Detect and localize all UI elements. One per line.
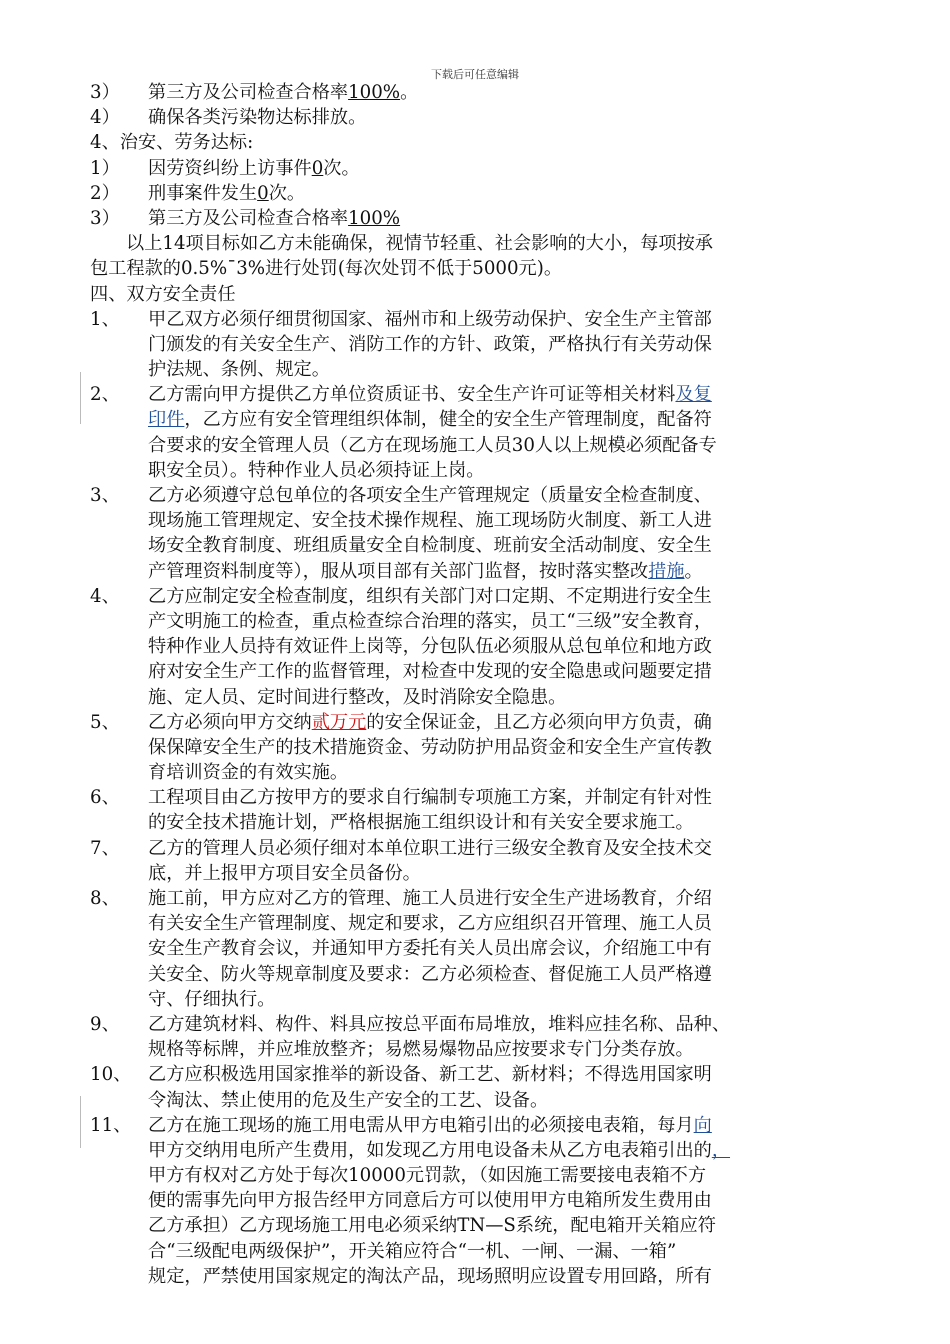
clause-line: 规定，严禁使用国家规定的淘汰产品，现场照明应设置专用回路，所有 <box>148 1265 712 1287</box>
summary-paragraph: 包工程款的0.5%¯3%进行处罚(每次处罚不低于5000元)。 <box>90 258 563 280</box>
clause-line: 印件，乙方应有安全管理组织体制，健全的安全生产管理制度，配备符 <box>148 409 712 431</box>
clause-item: 4、 乙方应制定安全检查制度，组织有关部门对口定期、不定期进行安全生 <box>90 585 712 607</box>
clause-item: 11、 乙方在施工现场的施工用电需从甲方电箱引出的必须接电表箱，每月向 <box>90 1114 712 1136</box>
clause-line: 护法规、条例、规定。 <box>148 359 330 381</box>
clause-item: 5、 乙方必须向甲方交纳贰万元的安全保证金，且乙方必须向甲方负责，确 <box>90 711 712 733</box>
document-body <box>90 80 875 1289</box>
list-item: 3） 第三方及公司检查合格率100% <box>90 207 401 229</box>
clause-line: 职安全员）。特种作业人员必须持证上岗。 <box>148 459 485 481</box>
page-header: 下载后可任意编辑 <box>431 68 519 81</box>
clause-line: 底，并上报甲方项目安全员备份。 <box>148 862 421 884</box>
hyperlink[interactable]: 印件 <box>148 409 185 431</box>
clause-item: 9、 乙方建筑材料、构件、料具应按总平面布局堆放，堆料应挂名称、品种、 <box>90 1013 731 1035</box>
clause-line: 令淘汰、禁止使用的危及生产安全的工艺、设备。 <box>148 1089 549 1111</box>
clause-line: 便的需事先向甲方报告经甲方同意后方可以使用甲方电箱所发生费用由 <box>148 1190 712 1212</box>
clause-line: 特种作业人员持有效证件上岗等，分包队伍必须服从总包单位和地方政 <box>148 636 712 658</box>
clause-line: 产文明施工的检查，重点检查综合治理的落实，员工“三级”安全教育， <box>148 610 713 632</box>
clause-item: 1、 甲乙双方必须仔细贯彻国家、福州市和上级劳动保护、安全生产主管部 <box>90 308 712 330</box>
clause-item: 6、 工程项目由乙方按甲方的要求自行编制专项施工方案，并制定有针对性 <box>90 787 712 809</box>
list-item: 4） 确保各类污染物达标排放。 <box>90 107 367 129</box>
hyperlink[interactable]: 措施 <box>648 560 685 582</box>
list-item: 2） 刑事案件发生0次。 <box>90 182 306 204</box>
section-heading: 4、治安、劳务达标: <box>90 132 254 154</box>
list-item: 1） 因劳资纠纷上访事件0次。 <box>90 157 360 179</box>
clause-line: 门颁发的有关安全生产、消防工作的方针、政策，严格执行有关劳动保 <box>148 333 712 355</box>
hyperlink[interactable]: 向 <box>693 1114 712 1136</box>
clause-item: 7、 乙方的管理人员必须仔细对本单位职工进行三级安全教育及安全技术交 <box>90 837 712 859</box>
clause-line: 甲方交纳用电所产生费用，如发现乙方用电设备未从乙方电表箱引出的， <box>148 1139 731 1161</box>
clause-line: 保保障安全生产的技术措施资金、劳动防护用品资金和安全生产宣传教 <box>148 736 712 758</box>
clause-line: 有关安全生产管理制度、规定和要求，乙方应组织召开管理、施工人员 <box>148 913 712 935</box>
clause-line: 产管理资料制度等），服从项目部有关部门监督，按时落实整改措施。 <box>148 560 703 582</box>
clause-line: 府对安全生产工作的监督管理，对检查中发现的安全隐患或问题要定措 <box>148 661 712 683</box>
list-item: 3） 第三方及公司检查合格率100%。 <box>90 82 419 103</box>
clause-line: 施、定人员、定时间进行整改，及时消除安全隐患。 <box>148 686 567 708</box>
clause-line: 场安全教育制度、班组质量安全自检制度、班前安全活动制度、安全生 <box>148 535 712 557</box>
revision-bar <box>80 1096 81 1148</box>
clause-line: 乙方承担）乙方现场施工用电必须采纳TN—S系统，配电箱开关箱应符 <box>148 1215 716 1237</box>
highlighted-amount: 贰万元 <box>311 711 367 733</box>
clause-line: 甲方有权对乙方处于每次10000元罚款，（如因施工需要接电表箱不方 <box>148 1165 707 1187</box>
clause-item: 2、 乙方需向甲方提供乙方单位资质证书、安全生产许可证等相关材料及复 <box>90 384 712 406</box>
clause-line: 安全生产教育会议，并通知甲方委托有关人员出席会议，介绍施工中有 <box>148 938 712 960</box>
clause-line: 合“三级配电两级保护”，开关箱应符合“一机、一闸、一漏、一箱” <box>148 1240 677 1262</box>
section-heading: 四、双方安全责任 <box>90 283 236 305</box>
clause-line: 的安全技术措施计划，严格根据施工组织设计和有关安全要求施工。 <box>148 812 694 834</box>
clause-item: 3、 乙方必须遵守总包单位的各项安全生产管理规定（质量安全检查制度、 <box>90 485 712 506</box>
revision-bar <box>80 372 81 424</box>
clause-line: 关安全、防火等规章制度及要求：乙方必须检查、督促施工人员严格遵 <box>148 963 712 985</box>
clause-line: 合要求的安全管理人员（乙方在现场施工人员30人以上规模必须配备专 <box>148 434 717 456</box>
hyperlink[interactable]: ， <box>711 1139 731 1161</box>
clause-item: 8、 施工前，甲方应对乙方的管理、施工人员进行安全生产进场教育，介绍 <box>90 888 712 909</box>
summary-paragraph: 以上14项目标如乙方未能确保，视情节轻重、社会影响的大小，每项按承 <box>126 233 713 255</box>
clause-line: 育培训资金的有效实施。 <box>148 762 349 784</box>
clause-line: 守、仔细执行。 <box>148 988 276 1010</box>
clause-line: 规格等标牌，并应堆放整齐；易燃易爆物品应按要求专门分类存放。 <box>148 1039 694 1061</box>
hyperlink[interactable]: 及复 <box>675 384 712 406</box>
clause-item: 10、 乙方应积极选用国家推举的新设备、新工艺、新材料；不得选用国家明 <box>90 1064 712 1086</box>
clause-line: 现场施工管理规定、安全技术操作规程、施工现场防火制度、新工人进 <box>148 510 712 532</box>
